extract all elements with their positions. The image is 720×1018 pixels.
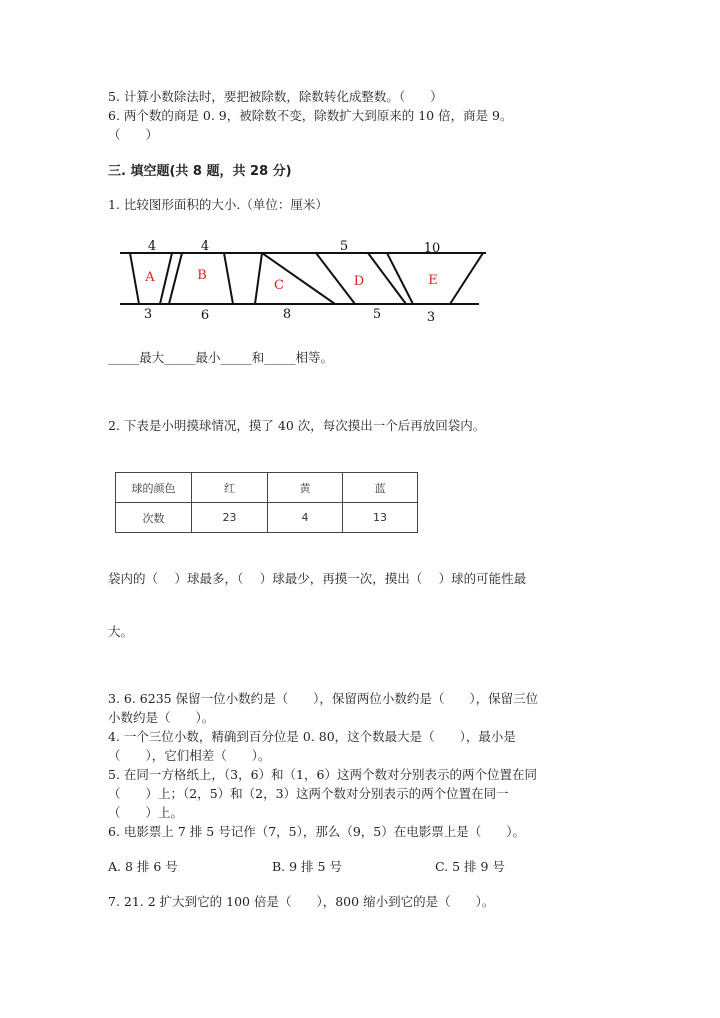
shape-label-e: E [428,273,438,288]
ball-draw-table [115,472,418,533]
q6-option-c[interactable]: C. 5 排 9 号 [435,859,505,874]
q4-line2: （ ），它们相差（ ）。 [108,748,271,763]
judgment-q5: 5. 计算小数除法时，要把被除数，除数转化成整数。（ ） [108,89,443,104]
table-cell: 黄 [268,473,343,503]
area-comparison-diagram [0,0,720,340]
top-label-b: 4 [200,239,210,254]
judgment-q6-line2: （ ） [108,127,159,142]
q6-option-b[interactable]: B. 9 排 5 号 [272,859,342,874]
table-cell: 次数 [116,503,192,533]
bottom-label-d: 5 [372,307,382,322]
bottom-label-e: 3 [426,310,436,325]
q5-line3: （ ）上。 [108,805,184,820]
q4-line1: 4. 一个三位小数，精确到百分位是 0. 80，这个数最大是（ ），最小是 [108,729,516,744]
shape-label-b: B [197,268,207,283]
shape-label-a: A [145,270,155,285]
table-row [116,503,418,533]
q2-prompt: 2. 下表是小明摸球情况，摸了 40 次，每次摸出一个后再放回袋内。 [108,418,486,433]
table-cell: 23 [192,503,268,533]
q2-question-line1: 袋内的（ ）球最多，（ ）球最少，再摸一次，摸出（ ）球的可能性最 [108,571,527,586]
section-title: 三. 填空题(共 8 题，共 28 分) [108,164,292,179]
top-label-a: 4 [147,239,157,254]
q5-line1: 5. 在同一方格纸上，（3，6）和（1，6）这两个数对分别表示的两个位置在同 [108,767,537,782]
top-label-e: 10 [423,241,441,256]
q6-option-a[interactable]: A. 8 排 6 号 [108,859,178,874]
q2-question-line2: 大。 [108,624,134,639]
bottom-label-a: 3 [143,307,153,322]
q6-prompt: 6. 电影票上 7 排 5 号记作（7，5），那么（9，5）在电影票上是（ ）。 [108,824,526,839]
table-cell: 蓝 [343,473,418,503]
q1-prompt: 1. 比较图形面积的大小.（单位：厘米） [108,197,328,212]
bottom-label-b: 6 [200,308,210,323]
table-cell: 4 [268,503,343,533]
top-label-d: 5 [339,239,349,254]
shape-label-d: D [353,274,365,289]
judgment-q6-line1: 6. 两个数的商是 0. 9，被除数不变，除数扩大到原来的 10 倍，商是 9。 [108,108,513,123]
bottom-label-c: 8 [282,307,292,322]
q3-line2: 小数约是（ ）。 [108,710,215,725]
q3-line1: 3. 6. 6235 保留一位小数约是（ ），保留两位小数约是（ ），保留三位 [108,691,539,706]
q5-line2: （ ）上；（2，5）和（2，3）这两个数对分别表示的两个位置在同一 [108,786,509,801]
q1-answer-blanks[interactable]: _____最大_____最小_____和_____相等。 [108,350,334,365]
shape-label-c: C [274,278,284,293]
q7-prompt: 7. 21. 2 扩大到它的 100 倍是（ ），800 缩小到它的是（ ）。 [108,894,495,909]
table-cell: 13 [343,503,418,533]
table-cell: 球的颜色 [116,473,192,503]
table-cell: 红 [192,473,268,503]
table-header-row [116,473,418,503]
